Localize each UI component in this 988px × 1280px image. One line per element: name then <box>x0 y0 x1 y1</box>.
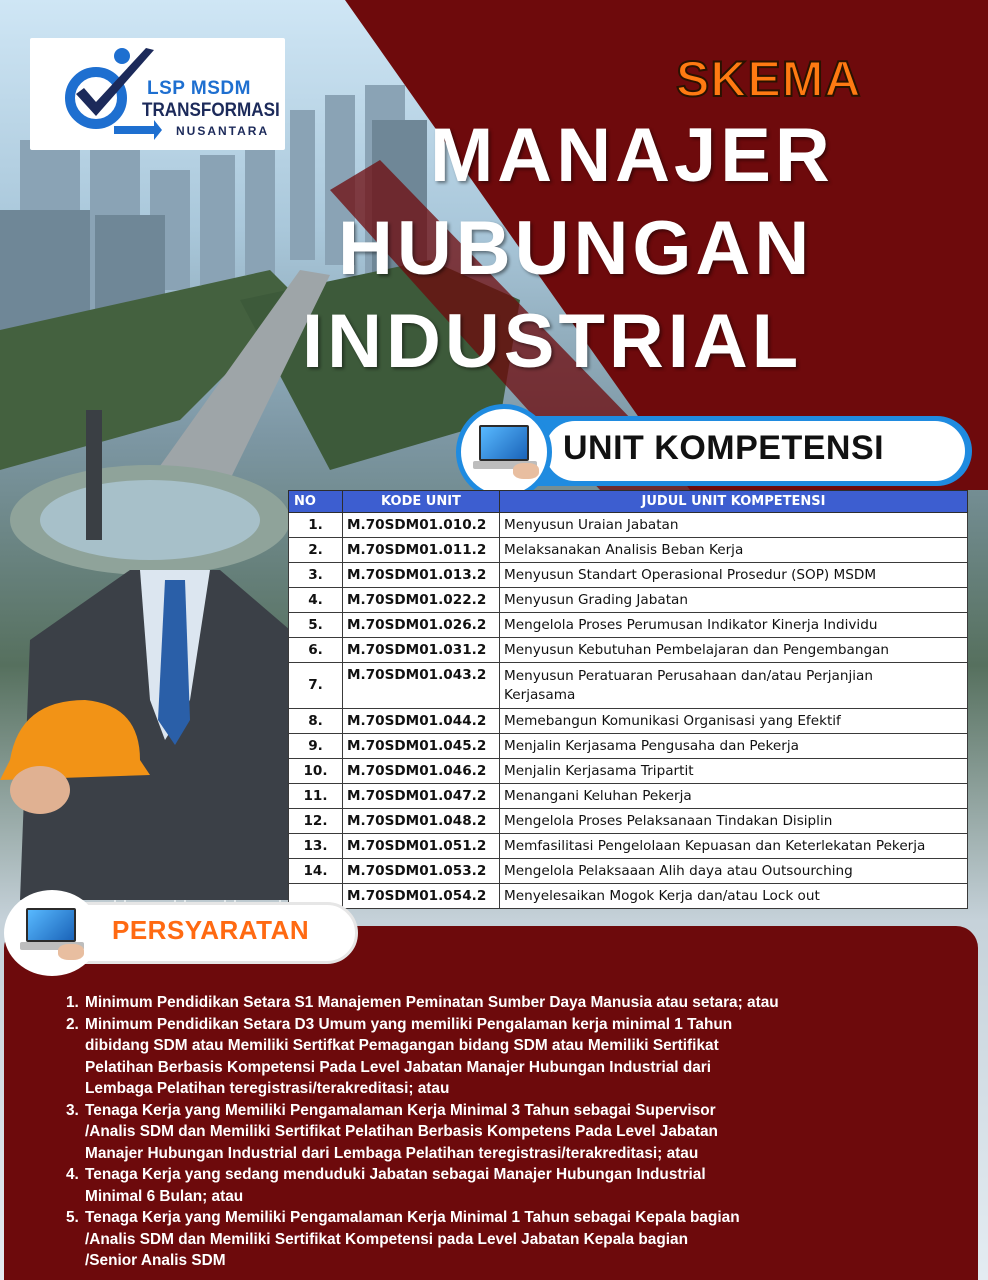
requirement-number: 1. <box>66 994 79 1011</box>
row-no: 7. <box>289 663 343 709</box>
requirement-line: /Analis SDM dan Memiliki Sertifikat Pelatihan Berbasis Kompetens Pada Level Jabatan <box>85 1123 718 1140</box>
table-row <box>289 784 968 809</box>
row-no: 3. <box>289 563 343 588</box>
row-no: 6. <box>289 638 343 663</box>
row-judul-line: Menyusun Peratuaran Perusahaan dan/atau Perjanjian <box>504 667 874 684</box>
laptop-hands-icon <box>4 890 100 976</box>
table-row <box>289 538 968 563</box>
row-judul: Menyusun Grading Jabatan <box>500 588 968 613</box>
requirement-item <box>66 1207 946 1272</box>
table-row <box>289 809 968 834</box>
requirement-line: dibidang SDM atau Memiliki Sertifkat Pemagangan bidang SDM atau Memiliki Sertifikat <box>85 1037 719 1054</box>
requirement-item <box>66 1164 946 1207</box>
header-kode-unit: KODE UNIT <box>343 491 500 513</box>
row-kode: M.70SDM01.046.2 <box>343 759 500 784</box>
row-no: 14. <box>289 859 343 884</box>
row-no: 11. <box>289 784 343 809</box>
requirement-item <box>66 1014 946 1100</box>
title-line-3: INDUSTRIAL <box>302 299 803 384</box>
row-judul: Menangani Keluhan Pekerja <box>500 784 968 809</box>
requirement-line: /Senior Analis SDM <box>85 1252 226 1269</box>
row-judul: Melaksanakan Analisis Beban Kerja <box>500 538 968 563</box>
logo-text-line2: TRANSFORMASI <box>142 100 280 121</box>
table-row <box>289 859 968 884</box>
title-line-1: MANAJER <box>430 113 834 198</box>
table-row <box>289 563 968 588</box>
requirement-line: Tenaga Kerja yang Memiliki Pengamalaman Kerja Minimal 1 Tahun sebagai Kepala bagian <box>85 1209 740 1226</box>
skema-label: SKEMA <box>676 51 862 107</box>
row-judul-line: Kerjasama <box>504 686 576 703</box>
row-kode: M.70SDM01.031.2 <box>343 638 500 663</box>
row-judul: Menyusun Uraian Jabatan <box>500 513 968 538</box>
row-no: 13. <box>289 834 343 859</box>
row-judul: Menyusun Kebutuhan Pembelajaran dan Pengembangan <box>500 638 968 663</box>
row-kode: M.70SDM01.047.2 <box>343 784 500 809</box>
row-kode: M.70SDM01.043.2 <box>343 663 500 709</box>
requirement-line: Tenaga Kerja yang Memiliki Pengamalaman Kerja Minimal 3 Tahun sebagai Supervisor <box>85 1101 716 1119</box>
requirement-line: Minimum Pendidikan Setara S1 Manajemen Peminatan Sumber Daya Manusia atau setara; atau <box>85 994 779 1011</box>
requirement-line: Manajer Hubungan Industrial dari Lembaga Pelatihan teregistrasi/terakreditasi; atau <box>85 1144 699 1162</box>
requirement-number: 5. <box>66 1209 79 1226</box>
row-no: 1. <box>289 513 343 538</box>
requirement-line: Pelatihan Berbasis Kompetensi Pada Level Jabatan Manajer Hubungan Industrial dari <box>85 1058 712 1076</box>
row-kode: M.70SDM01.051.2 <box>343 834 500 859</box>
table-header-row <box>289 491 968 513</box>
row-no: 8. <box>289 709 343 734</box>
header-judul-unit: JUDUL UNIT KOMPETENSI <box>500 491 968 513</box>
title-line-2: HUBUNGAN <box>338 206 814 291</box>
persyaratan-label: PERSYARATAN <box>112 915 310 945</box>
requirement-number: 3. <box>66 1101 79 1119</box>
requirement-line: Tenaga Kerja yang sedang menduduki Jabatan sebagai Manajer Hubungan Industrial <box>85 1166 706 1183</box>
requirement-item <box>66 1100 946 1165</box>
requirement-line: Lembaga Pelatihan teregistrasi/terakreditasi; atau <box>85 1080 450 1097</box>
row-kode: M.70SDM01.022.2 <box>343 588 500 613</box>
table-row <box>289 588 968 613</box>
row-no: 12. <box>289 809 343 834</box>
row-judul: Menjalin Kerjasama Pengusaha dan Pekerja <box>500 734 968 759</box>
table-row <box>289 834 968 859</box>
unit-kompetensi-table <box>288 490 968 909</box>
row-no: 4. <box>289 588 343 613</box>
table-row <box>289 709 968 734</box>
requirement-number: 2. <box>66 1015 79 1033</box>
row-kode: M.70SDM01.054.2 <box>343 884 500 909</box>
row-no: 10. <box>289 759 343 784</box>
table-row <box>289 613 968 638</box>
row-judul: Mengelola Pelaksaaan Alih daya atau Outsourching <box>500 859 968 884</box>
requirement-line: /Analis SDM dan Memiliki Sertifikat Kompetensi pada Level Jabatan Kepala bagian <box>85 1230 688 1248</box>
row-judul: Mengelola Proses Pelaksanaan Tindakan Disiplin <box>500 809 968 834</box>
table-row <box>289 734 968 759</box>
row-kode: M.70SDM01.053.2 <box>343 859 500 884</box>
table-row <box>289 663 968 709</box>
row-judul: Menyelesaikan Mogok Kerja dan/atau Lock out <box>500 884 968 909</box>
requirements-list <box>66 992 946 1272</box>
row-kode: M.70SDM01.010.2 <box>343 513 500 538</box>
row-judul: Menyusun Standart Operasional Prosedur (SOP) MSDM <box>500 563 968 588</box>
row-kode: M.70SDM01.013.2 <box>343 563 500 588</box>
row-no: 5. <box>289 613 343 638</box>
requirement-item <box>66 992 946 1014</box>
row-kode: M.70SDM01.011.2 <box>343 538 500 563</box>
row-kode: M.70SDM01.048.2 <box>343 809 500 834</box>
row-judul: Mengelola Proses Perumusan Indikator Kinerja Individu <box>500 613 968 638</box>
unit-kompetensi-label: UNIT KOMPETENSI <box>563 429 885 467</box>
requirement-line: Minimum Pendidikan Setara D3 Umum yang memiliki Pengalaman kerja minimal 1 Tahun <box>85 1015 733 1033</box>
row-no: 9. <box>289 734 343 759</box>
header-no: NO <box>289 491 343 513</box>
logo-text-line1: LSP MSDM <box>147 78 251 99</box>
row-kode: M.70SDM01.045.2 <box>343 734 500 759</box>
row-judul: Memebangun Komunikasi Organisasi yang Efektif <box>500 709 968 734</box>
laptop-hands-icon <box>456 404 552 500</box>
requirement-number: 4. <box>66 1166 79 1183</box>
row-kode: M.70SDM01.026.2 <box>343 613 500 638</box>
row-kode: M.70SDM01.044.2 <box>343 709 500 734</box>
requirement-line: Minimal 6 Bulan; atau <box>85 1187 244 1205</box>
table-row <box>289 884 968 909</box>
row-judul <box>500 663 968 709</box>
table-row <box>289 638 968 663</box>
row-judul: Memfasilitasi Pengelolaan Kepuasan dan Keterlekatan Pekerja <box>500 834 968 859</box>
table-row <box>289 759 968 784</box>
table-row <box>289 513 968 538</box>
logo-text-line3: NUSANTARA <box>176 124 270 138</box>
row-no: 2. <box>289 538 343 563</box>
row-judul: Menjalin Kerjasama Tripartit <box>500 759 968 784</box>
